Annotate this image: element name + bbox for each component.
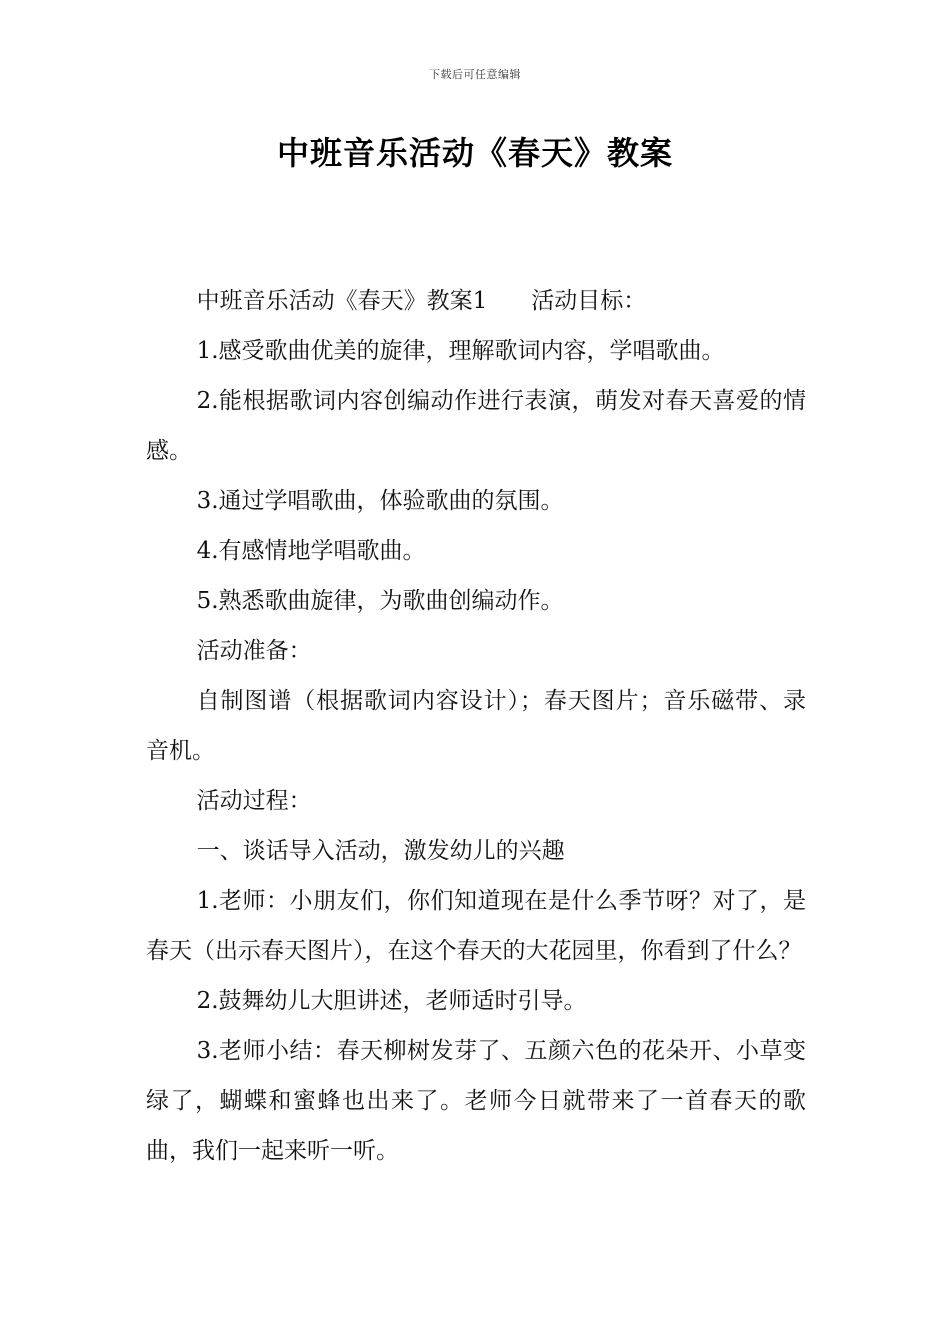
goal-1: 1.感受歌曲优美的旋律，理解歌词内容，学唱歌曲。	[196, 338, 725, 364]
preparation-label: 活动准备：	[196, 638, 312, 664]
document-body	[146, 276, 806, 1176]
document-title: 中班音乐活动《春天》教案	[276, 134, 673, 172]
goal-5: 5.熟悉歌曲旋律，为歌曲创编动作。	[196, 588, 564, 614]
goals-label: 活动目标：	[531, 288, 647, 314]
preparation-text: 自制图谱（根据歌词内容设计）；春天图片；音乐磁带、录音机。	[146, 688, 806, 764]
intro-paragraph	[146, 276, 806, 326]
header-note: 下载后可任意编辑	[429, 68, 521, 81]
goal-4: 4.有感情地学唱歌曲。	[196, 538, 426, 564]
process-label: 活动过程：	[196, 788, 312, 814]
goal-2: 2.能根据歌词内容创编动作进行表演，萌发对春天喜爱的情感。	[146, 388, 806, 464]
process-step-heading: 一、谈话导入活动，激发幼儿的兴趣	[196, 838, 565, 864]
process-item-1: 1.老师：小朋友们，你们知道现在是什么季节呀？对了，是春天（出示春天图片），在这个春天的大花园里，你看到了什么？	[146, 888, 806, 964]
process-item-3: 3.老师小结：春天柳树发芽了、五颜六色的花朵开、小草变绿了，蝴蝶和蜜蜂也出来了。老师今日就带来了一首春天的歌曲，我们一起来听一听。	[146, 1038, 806, 1164]
process-item-2: 2.鼓舞幼儿大胆讲述，老师适时引导。	[196, 988, 587, 1014]
goal-3: 3.通过学唱歌曲，体验歌曲的氛围。	[196, 488, 564, 514]
section-heading: 中班音乐活动《春天》教案1	[196, 288, 488, 314]
